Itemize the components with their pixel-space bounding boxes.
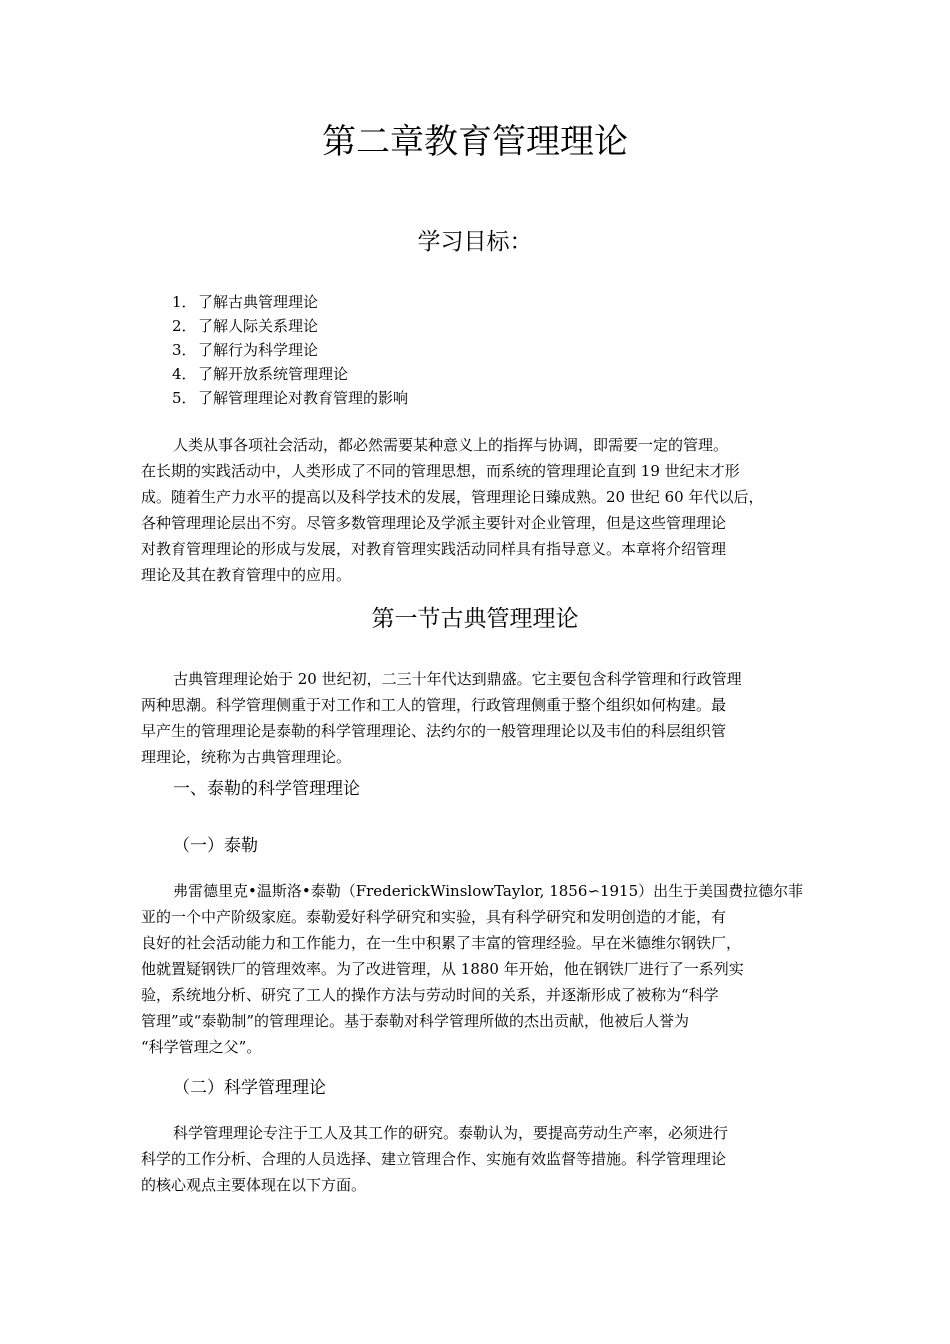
learning-objectives-heading: 学习目标： xyxy=(417,229,533,255)
objective-number: 4． xyxy=(172,365,197,383)
paragraph-line: 理理论，统称为古典管理理论。 xyxy=(141,748,352,766)
objective-text: 了解行为科学理论 xyxy=(198,341,319,359)
paragraph-line: 的核心观点主要体现在以下方面。 xyxy=(141,1176,367,1194)
objective-text: 了解管理理论对教育管理的影响 xyxy=(198,389,409,407)
paragraph-line: 人类从事各项社会活动，都必然需要某种意义上的指挥与协调，即需要一定的管理。 xyxy=(173,436,729,454)
objective-text: 了解人际关系理论 xyxy=(198,317,319,335)
part-heading-scientific-management: （二）科学管理理论 xyxy=(173,1078,326,1098)
paragraph-line: 在长期的实践活动中，人类形成了不同的管理思想，而系统的管理理论直到 19 世纪末才形 xyxy=(141,462,740,480)
paragraph-line: 他就置疑钢铁厂的管理效率。为了改进管理，从 1880 年开始，他在钢铁厂进行了一系列实 xyxy=(141,960,744,978)
objective-item xyxy=(172,386,408,410)
objective-item xyxy=(172,338,408,362)
objective-text: 了解开放系统管理理论 xyxy=(198,365,349,383)
objective-number: 2． xyxy=(172,317,197,335)
paragraph-line: 古典管理理论始于 20 世纪初，二三十年代达到鼎盛。它主要包含科学管理和行政管理 xyxy=(173,670,742,688)
paragraph-line: 科学的工作分析、合理的人员选择、建立管理合作、实施有效监督等措施。科学管理理论 xyxy=(141,1150,727,1168)
paragraph-line: 科学管理理论专注于工人及其工作的研究。泰勒认为，要提高劳动生产率，必须进行 xyxy=(173,1124,729,1142)
learning-objectives-list xyxy=(172,290,408,410)
subsection-heading: 一、泰勒的科学管理理论 xyxy=(173,779,360,799)
objective-item xyxy=(172,290,408,314)
objective-item xyxy=(172,314,408,338)
paragraph-line: 验，系统地分析、研究了工人的操作方法与劳动时间的关系，并逐渐形成了被称为“科学 xyxy=(141,986,719,1004)
objective-number: 3． xyxy=(172,341,197,359)
objective-text: 了解古典管理理论 xyxy=(198,293,319,311)
paragraph-line: 各种管理理论层出不穷。尽管多数管理理论及学派主要针对企业管理，但是这些管理理论 xyxy=(141,514,727,532)
paragraph-line: 亚的一个中产阶级家庭。泰勒爱好科学研究和实验，具有科学研究和发明创造的才能，有 xyxy=(141,908,727,926)
paragraph-line: 对教育管理理论的形成与发展，对教育管理实践活动同样具有指导意义。本章将介绍管理 xyxy=(141,540,727,558)
objective-item xyxy=(172,362,408,386)
paragraph-line: 良好的社会活动能力和工作能力，在一生中积累了丰富的管理经验。早在米德维尔钢铁厂， xyxy=(141,934,742,952)
intro-paragraph xyxy=(141,432,825,588)
part-heading-taylor: （一）泰勒 xyxy=(173,836,258,856)
chapter-title: 第二章教育管理理论 xyxy=(322,122,628,162)
taylor-paragraph xyxy=(141,878,825,1060)
objective-number: 1． xyxy=(172,293,197,311)
paragraph-line: 弗雷德里克•温斯洛•泰勒（FrederickWinslowTaylor, 1856∽1915）出生于美国费拉德尔菲 xyxy=(173,882,804,900)
paragraph-line: 管理”或“泰勒制”的管理理论。基于泰勒对科学管理所做的杰出贡献，他被后人誉为 xyxy=(141,1012,690,1030)
objective-number: 5． xyxy=(172,389,197,407)
section-paragraph xyxy=(141,666,825,770)
paragraph-line: 早产生的管理理论是泰勒的科学管理理论、法约尔的一般管理理论以及韦伯的科层组织管 xyxy=(141,722,727,740)
paragraph-line: “科学管理之父”。 xyxy=(141,1038,262,1056)
paragraph-line: 两种思潮。科学管理侧重于对工作和工人的管理，行政管理侧重于整个组织如何构建。最 xyxy=(141,696,727,714)
paragraph-line: 成。随着生产力水平的提高以及科学技术的发展，管理理论日臻成熟。20 世纪 60 年代以后， xyxy=(141,488,764,506)
section-title: 第一节古典管理理论 xyxy=(371,606,579,632)
paragraph-line: 理论及其在教育管理中的应用。 xyxy=(141,566,352,584)
scientific-management-paragraph xyxy=(141,1120,825,1198)
